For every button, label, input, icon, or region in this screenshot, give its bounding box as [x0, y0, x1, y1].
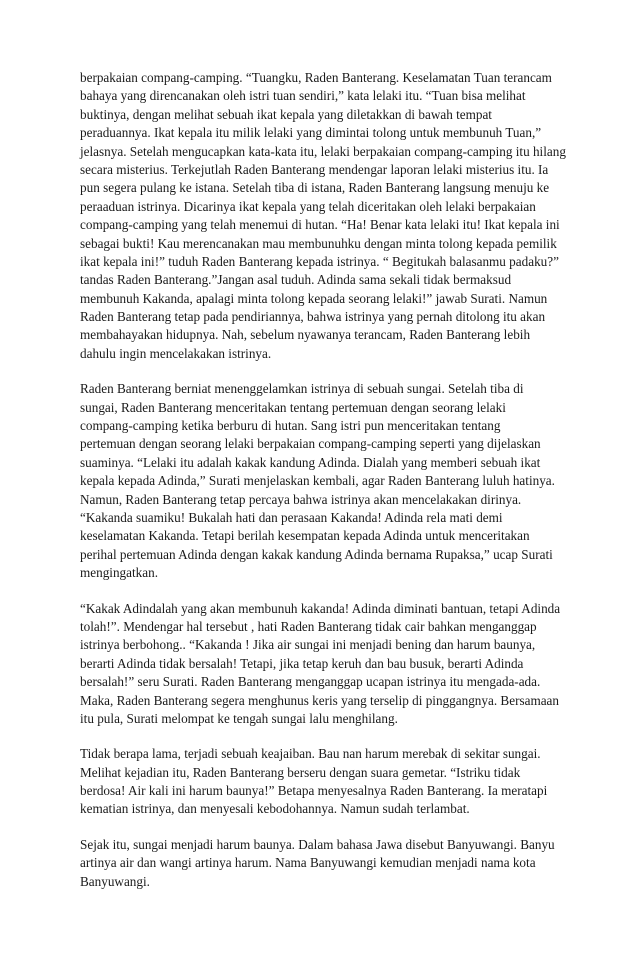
text-line: buktinya, dengan melihat sebuah ikat kepala yang diletakkan di bawah tempat — [80, 106, 492, 122]
text-line: Maka, Raden Banterang segera menghunus keris yang terselip di pinggangnya. Bersamaan — [80, 692, 559, 708]
text-line: “Kakak Adindalah yang akan membunuh kakanda! Adinda diminati bantuan, tetapi Adinda — [80, 600, 561, 616]
text-line: suaminya. “Lelaki itu adalah kakak kandung Adinda. Dialah yang memberi sebuah ikat — [80, 454, 541, 470]
text-line: bersalah!” seru Surati. Raden Banterang menganggap ucapan istrinya itu mengada-ada. — [80, 674, 541, 690]
text-line: Namun, Raden Banterang tetap percaya bahwa istrinya akan mencelakakan dirinya. — [80, 491, 522, 507]
text-line: compang-camping ketika berburu di hutan. Sang istri pun menceritakan tentang — [80, 418, 501, 434]
text-line: membunuh Kakanda, apalagi minta tolong kepada seorang lelaki!” jawab Surati. Namun — [80, 290, 548, 306]
text-line: peraduannya. Ikat kepala itu milik lelaki yang dimintai tolong untuk membunuh Tuan,” — [80, 125, 542, 141]
text-line: berpakaian compang-camping. “Tuangku, Raden Banterang. Keselamatan Tuan terancam — [80, 70, 552, 85]
text-line: dahulu ingin mencelakakan istrinya. — [80, 345, 272, 361]
text-line: pun segera pulang ke istana. Setelah tiba di istana, Raden Banterang langsung menuju ke — [80, 180, 550, 196]
text-line: secara misterius. Terkejutlah Raden Banterang mendengar laporan lelaki misterius itu. Ia — [80, 161, 549, 177]
text-line: tolah!”. Mendengar hal tersebut , hati Raden Banterang tidak cair bahkan menganggap — [80, 618, 537, 634]
text-line: berarti Adinda tidak bersalah! Tetapi, jika tetap keruh dan bau busuk, berarti Adinda — [80, 655, 524, 671]
text-line: Raden Banterang berniat menenggelamkan istrinya di sebuah sungai. Setelah tiba di — [80, 381, 524, 397]
text-line: itu pula, Surati melompat ke tengah sungai lalu menghilang. — [80, 710, 398, 726]
paragraph — [80, 600, 570, 729]
text-line: kepala kepada Adinda,” Surati menjelaskan kembali, agar Raden Banterang luluh hatinya. — [80, 473, 555, 489]
text-line: compang-camping yang telah menemui di hutan. “Ha! Benar kata lelaki itu! Ikat kepala ini — [80, 217, 560, 233]
text-line: keselamatan Kakanda. Tetapi berilah kesempatan kepada Adinda untuk menceritakan — [80, 528, 530, 544]
text-line: istrinya berbohong.. “Kakanda ! Jika air sungai ini menjadi bening dan harum baunya, — [80, 637, 536, 653]
text-line: Melihat kejadian itu, Raden Banterang berseru dengan suara gemetar. “Istriku tidak — [80, 764, 521, 780]
text-line: Banyuwangi. — [80, 873, 150, 889]
text-line: artinya air dan wangi artinya harum. Nama Banyuwangi kemudian menjadi nama kota — [80, 855, 536, 871]
document-page — [80, 69, 570, 908]
text-line: membahayakan hidupnya. Nah, sebelum nyawanya terancam, Raden Banterang lebih — [80, 327, 531, 343]
text-line: perihal pertemuan Adinda dengan kakak kandung Adinda bernama Rupaksa,” ucap Surati — [80, 546, 553, 562]
text-line: jelasnya. Setelah mengucapkan kata-kata itu, lelaki berpakaian compang-camping itu hilang — [80, 143, 566, 159]
text-line: Raden Banterang tetap pada pendiriannya, bahwa istrinya yang pernah ditolong itu akan — [80, 309, 546, 325]
text-line: kematian istrinya, dan menyesali kebodohannya. Namun sudah terlambat. — [80, 801, 470, 817]
text-line: Sejak itu, sungai menjadi harum baunya. Dalam bahasa Jawa disebut Banyuwangi. Banyu — [80, 836, 555, 852]
paragraph — [80, 69, 570, 363]
text-line: peraaduan istrinya. Dicarinya ikat kepala yang telah diceritakan oleh lelaki berpakaian — [80, 198, 536, 214]
text-line: “Kakanda suamiku! Bukalah hati dan perasaan Kakanda! Adinda rela mati demi — [80, 509, 503, 525]
paragraph — [80, 745, 570, 819]
paragraph — [80, 836, 570, 891]
text-line: mengingatkan. — [80, 565, 159, 581]
text-line: tandas Raden Banterang.”Jangan asal tuduh. Adinda sama sekali tidak bermaksud — [80, 272, 512, 288]
text-line: Tidak berapa lama, terjadi sebuah keajaiban. Bau nan harum merebak di sekitar sungai. — [80, 746, 541, 762]
text-line: bahaya yang direncanakan oleh istri tuan sendiri,” kata lelaki itu. “Tuan bisa melihat — [80, 88, 526, 104]
text-line: ikat kepala ini!” tuduh Raden Banterang kepada istrinya. “ Begitukah balasanmu padaku?” — [80, 253, 559, 269]
text-line: sungai, Raden Banterang menceritakan tentang pertemuan dengan seorang lelaki — [80, 399, 506, 415]
text-line: sebagai bukti! Kau merencanakan mau membunuhku dengan minta tolong kepada pemilik — [80, 235, 557, 251]
paragraph — [80, 380, 570, 582]
text-line: berdosa! Air kali ini harum baunya!” Betapa menyesalnya Raden Banterang. Ia meratapi — [80, 783, 548, 799]
text-line: pertemuan dengan seorang lelaki berpakaian compang-camping seperti yang dijelaskan — [80, 436, 541, 452]
